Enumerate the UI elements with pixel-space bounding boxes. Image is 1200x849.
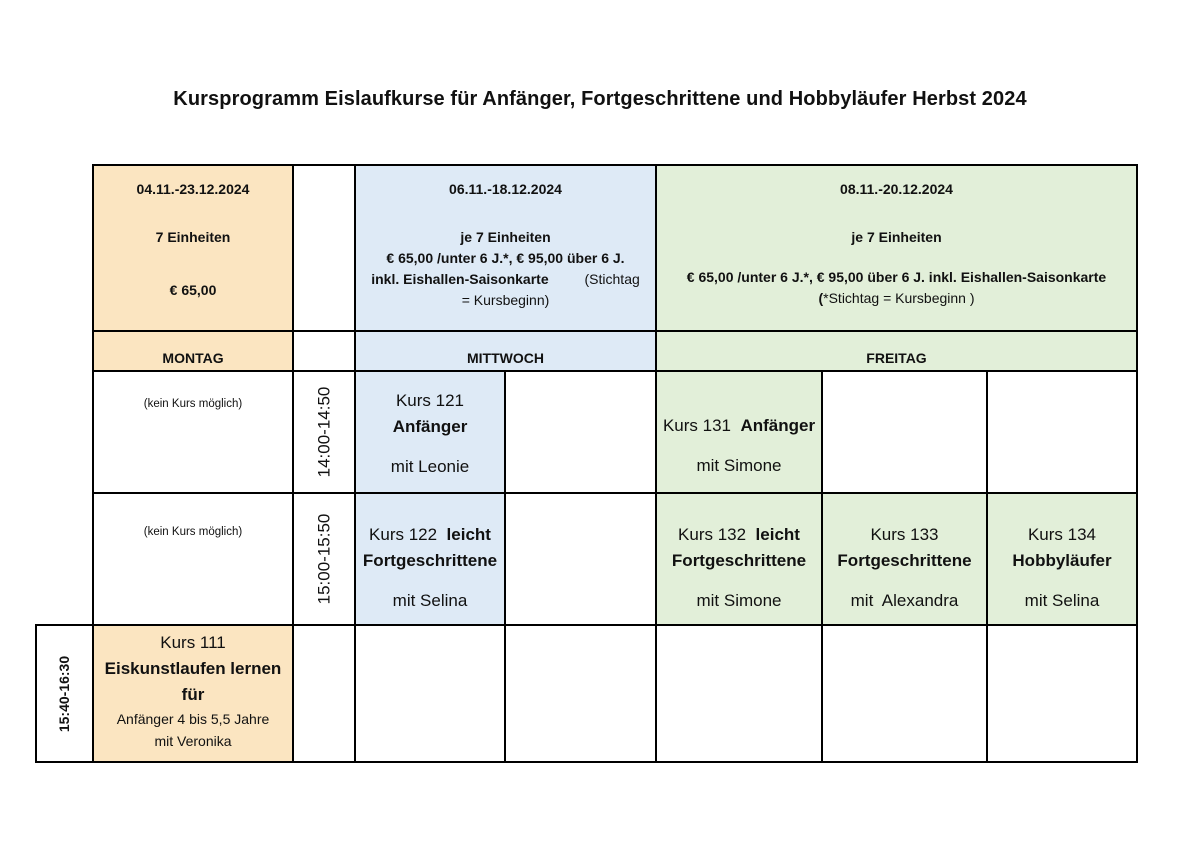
day-freitag: FREITAG: [655, 330, 1138, 372]
empty-cell: [821, 624, 988, 763]
empty-cell: [986, 370, 1138, 494]
course-target: Anfänger 4 bis 5,5 Jahre: [116, 711, 270, 727]
course-title: [369, 522, 491, 548]
empty-cell: [821, 370, 988, 494]
mittwoch-period: 06.11.-18.12.2024: [449, 181, 562, 197]
montag-slot2: [92, 492, 294, 626]
course-level-2: für: [181, 685, 205, 704]
blank-day-cell: [292, 330, 356, 372]
freitag-paren: (: [818, 290, 824, 306]
course-level: Fortgeschrittene: [837, 551, 972, 570]
no-course-note: (kein Kurs möglich): [143, 526, 243, 538]
time-label: 15:00-15:50: [314, 513, 333, 605]
freitag-stichtag: *Stichtag = Kursbeginn ): [823, 290, 975, 306]
course-level: leicht: [446, 525, 491, 544]
course-trainer: mit Simone: [696, 591, 782, 610]
empty-cell: [354, 624, 506, 763]
mittwoch-saisonkarte: inkl. Eishallen-Saisonkarte: [371, 271, 549, 287]
course-trainer: mit Simone: [696, 456, 782, 475]
course-trainer: mit Alexandra: [850, 591, 959, 610]
mittwoch-stichtag: (Stichtag: [584, 271, 640, 287]
course-level: Anfänger: [740, 416, 816, 435]
course-level-2: Fortgeschrittene: [671, 551, 807, 570]
course-number: Kurs 122: [369, 525, 438, 544]
empty-cell: [986, 624, 1138, 763]
course-number: Kurs 133: [870, 525, 939, 544]
mittwoch-price-line3: = Kursbeginn): [461, 292, 550, 308]
montag-price: € 65,00: [169, 282, 217, 298]
mittwoch-units: je 7 Einheiten: [460, 229, 551, 245]
freitag-price-line1: € 65,00 /unter 6 J.*, € 95,00 über 6 J. inkl. Eishallen-Saisonkarte: [686, 269, 1107, 285]
course-trainer: mit Leonie: [390, 457, 470, 476]
course-111: [92, 624, 294, 763]
course-title: [678, 522, 800, 548]
montag-period: 04.11.-23.12.2024: [136, 181, 250, 197]
freitag-units: je 7 Einheiten: [851, 229, 942, 245]
day-mittwoch: MITTWOCH: [354, 330, 657, 372]
time-slot2: [292, 492, 356, 626]
empty-cell: [292, 624, 356, 763]
blank-header-cell: [292, 164, 356, 332]
course-number: Kurs 131: [662, 416, 731, 435]
no-course-note: (kein Kurs möglich): [143, 398, 243, 410]
page-title: Kursprogramm Eislaufkurse für Anfänger, Fortgeschrittene und Hobbyläufer Herbst 2024: [173, 88, 1027, 110]
empty-cell: [655, 624, 823, 763]
mittwoch-price-line2: [371, 270, 640, 289]
course-trainer: mit Veronika: [154, 733, 232, 749]
empty-cell: [504, 492, 657, 626]
course-number: Kurs 121: [395, 391, 465, 410]
course-level: Eiskunstlaufen lernen: [104, 659, 282, 678]
empty-cell: [504, 624, 657, 763]
time-label: 14:00-14:50: [314, 386, 333, 478]
course-133: [821, 492, 988, 626]
course-122: [354, 492, 506, 626]
time-slot3: [35, 624, 94, 763]
time-slot1: [292, 370, 356, 494]
course-level: Anfänger: [392, 417, 468, 436]
empty-cell: [504, 370, 657, 494]
course-number: Kurs 132: [678, 525, 747, 544]
course-level: leicht: [755, 525, 800, 544]
course-number: Kurs 111: [160, 633, 226, 652]
day-montag: MONTAG: [92, 330, 294, 372]
freitag-period: 08.11.-20.12.2024: [840, 181, 953, 197]
freitag-price-line2: [818, 289, 974, 308]
montag-units: 7 Einheiten: [155, 229, 231, 245]
course-121: [354, 370, 506, 494]
course-131: [655, 370, 823, 494]
freitag-info-cell: [655, 164, 1138, 332]
time-label: 15:40-16:30: [56, 655, 73, 732]
mittwoch-info-cell: [354, 164, 657, 332]
montag-slot1: [92, 370, 294, 494]
course-level-2: Fortgeschrittene: [362, 551, 498, 570]
course-trainer: mit Selina: [392, 591, 468, 610]
course-trainer: mit Selina: [1024, 591, 1100, 610]
course-title: [663, 413, 815, 439]
montag-info-cell: [92, 164, 294, 332]
course-132: [655, 492, 823, 626]
course-level: Hobbyläufer: [1012, 551, 1112, 570]
course-134: [986, 492, 1138, 626]
mittwoch-price-line1: € 65,00 /unter 6 J.*, € 95,00 über 6 J.: [386, 250, 625, 266]
course-number: Kurs 134: [1027, 525, 1097, 544]
